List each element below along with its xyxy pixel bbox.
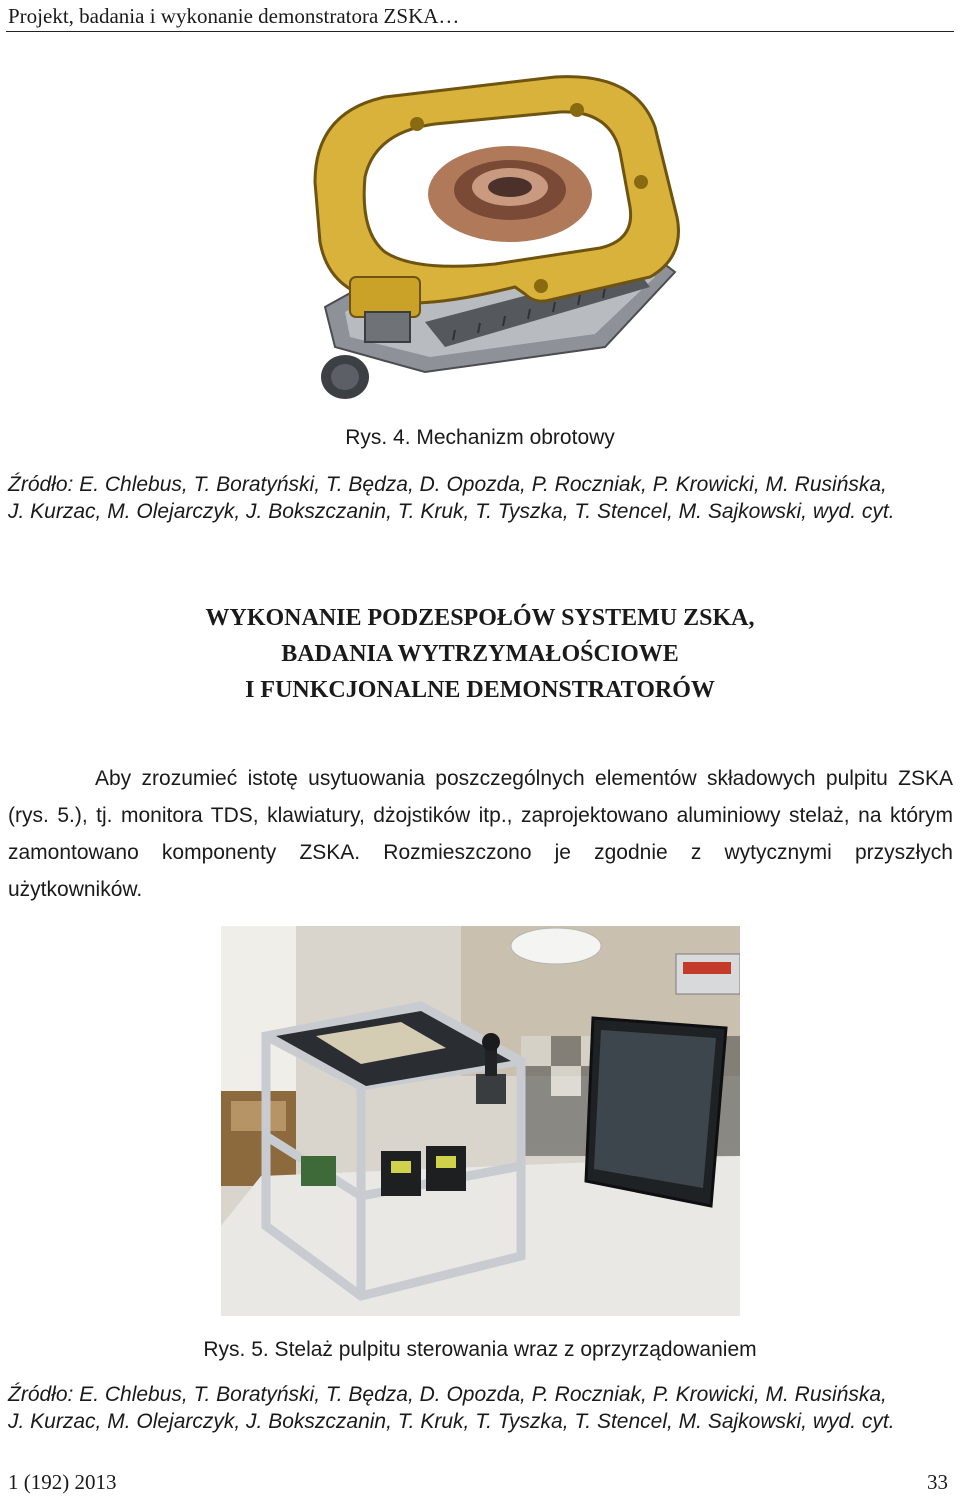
figure-4-source-line-1: Źródło: E. Chlebus, T. Boratyński, T. Będza, D. Opozda, P. Roczniak, P. Krowicki, M. Rusińska,: [8, 473, 887, 496]
figure-5-source-line-1: Źródło: E. Chlebus, T. Boratyński, T. Będza, D. Opozda, P. Roczniak, P. Krowicki, M. Rusińska,: [8, 1383, 887, 1406]
footer-issue: 1 (192) 2013: [8, 1470, 117, 1494]
figure-4-image: [305, 72, 693, 412]
figure-4-source: [8, 471, 953, 525]
header-divider: [6, 31, 954, 32]
running-title: Projekt, badania i wykonanie demonstratora ZSKA…: [8, 4, 460, 28]
body-paragraph-text: Aby zrozumieć istotę usytuowania poszczególnych elementów składowych pulpitu ZSKA (rys. 5.), tj. monitora TDS, klawiatury, dżojstików itp., zaprojektowano aluminiowy stelaż, na którym zamontowano komponenty ZSKA. Rozmieszczono je zgodnie z wytycznymi przyszłych użytkowników.: [8, 767, 953, 901]
figure-5-caption: Rys. 5. Stelaż pulpitu sterowania wraz z oprzyrządowaniem: [203, 1338, 757, 1361]
figure-5-source-line-2: J. Kurzac, M. Olejarczyk, J. Bokszczanin, T. Kruk, T. Tyszka, T. Stencel, M. Sajkowski, wyd. cyt.: [8, 1410, 895, 1433]
body-paragraph: [8, 760, 953, 908]
section-heading-line-3: I FUNKCJONALNE DEMONSTRATORÓW: [245, 677, 715, 703]
page-number: 33: [927, 1470, 948, 1494]
section-heading-line-2: BADANIA WYTRZYMAŁOŚCIOWE: [281, 641, 679, 667]
section-heading-line-1: WYKONANIE PODZESPOŁÓW SYSTEMU ZSKA,: [205, 605, 755, 631]
figure-4-caption: Rys. 4. Mechanizm obrotowy: [345, 426, 615, 449]
section-heading: [0, 600, 960, 708]
figure-5-source: [8, 1381, 953, 1435]
figure-4-source-line-2: J. Kurzac, M. Olejarczyk, J. Bokszczanin, T. Kruk, T. Tyszka, T. Stencel, M. Sajkowski, wyd. cyt.: [8, 500, 895, 523]
figure-5-image: [221, 926, 740, 1316]
